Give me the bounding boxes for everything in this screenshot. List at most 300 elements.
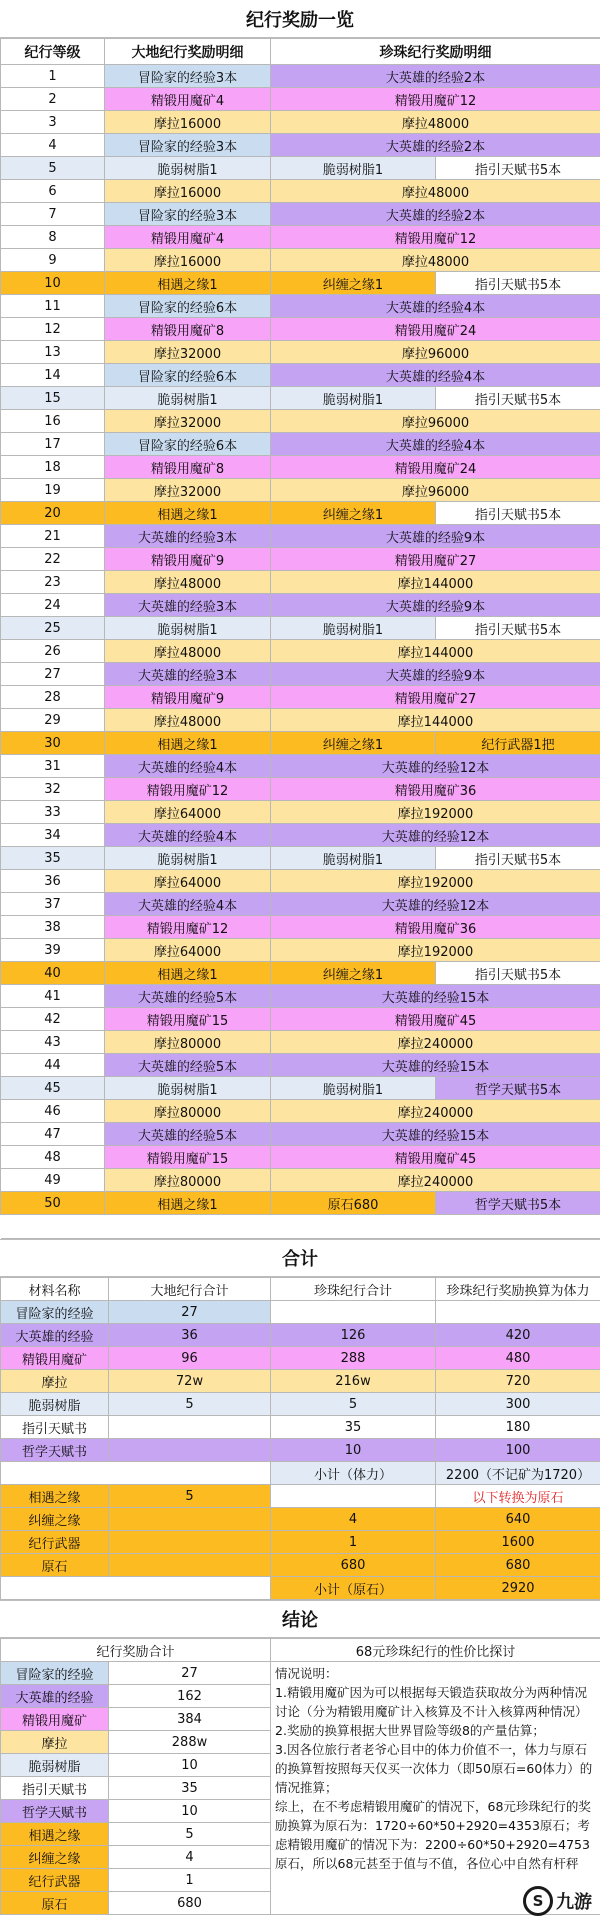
level-cell: 34 [1, 824, 105, 847]
earth-reward-cell: 精锻用魔矿4 [105, 88, 271, 111]
earth-reward-cell: 脆弱树脂1 [105, 387, 271, 410]
level-cell: 19 [1, 479, 105, 502]
reward-row [1, 847, 600, 870]
reward-row [1, 686, 600, 709]
section-title-conclusion: 结论 [0, 1600, 600, 1638]
level-cell: 29 [1, 709, 105, 732]
pearl-extra-reward-cell: 指引天赋书5本 [436, 272, 600, 295]
level-cell: 36 [1, 870, 105, 893]
earth-reward-cell: 冒险家的经验6本 [105, 364, 271, 387]
earth-total-cell [109, 1416, 271, 1439]
pearl-reward-cell: 精锻用魔矿36 [271, 916, 600, 939]
pearl-total-cell: 126 [271, 1324, 436, 1347]
empty-cell [1, 1577, 271, 1600]
pearl-reward-cell: 大英雄的经验9本 [271, 663, 600, 686]
level-cell: 41 [1, 985, 105, 1008]
earth-reward-cell: 大英雄的经验3本 [105, 663, 271, 686]
reward-row [1, 502, 600, 525]
conclusion-body [1, 1639, 600, 1915]
conclusion-name-cell: 哲学天赋书 [1, 1800, 109, 1823]
earth-reward-cell: 冒险家的经验3本 [105, 203, 271, 226]
level-cell: 20 [1, 502, 105, 525]
reward-row [1, 157, 600, 180]
pearl-extra-reward-cell: 指引天赋书5本 [436, 157, 600, 180]
reward-row [1, 1169, 600, 1192]
material-name-cell: 大英雄的经验 [1, 1324, 109, 1347]
pearl-reward-cell: 大英雄的经验2本 [271, 203, 600, 226]
earth-reward-cell: 精锻用魔矿15 [105, 1008, 271, 1031]
header-pearl: 珍珠纪行奖励明细 [271, 39, 600, 65]
level-cell: 8 [1, 226, 105, 249]
material-name-cell: 指引天赋书 [1, 1416, 109, 1439]
earth-reward-cell: 摩拉64000 [105, 939, 271, 962]
stamina-convert-cell: 720 [436, 1370, 600, 1393]
rewards-header-row [1, 39, 600, 65]
pearl-reward-cell: 摩拉192000 [271, 801, 600, 824]
reward-row [1, 203, 600, 226]
note-line: 3.因各位旅行者老爷心目中的体力价值不一，体力与原石的换算暂按照每天仅买一次体力（即50原石=60体力）的情况推算； [275, 1742, 593, 1795]
conclusion-value-cell: 4 [109, 1846, 271, 1869]
level-cell: 48 [1, 1146, 105, 1169]
pearl-total-cell: 1 [271, 1531, 436, 1554]
primogem-convert-cell: 680 [436, 1554, 600, 1577]
pearl-reward-cell: 纠缠之缘1 [271, 732, 436, 755]
blank-row [1, 1215, 600, 1239]
pearl-reward-cell: 纠缠之缘1 [271, 502, 436, 525]
level-cell: 16 [1, 410, 105, 433]
total-header-cell: 材料名称 [1, 1278, 109, 1301]
reward-row [1, 387, 600, 410]
pearl-extra-reward-cell: 指引天赋书5本 [436, 502, 600, 525]
earth-total-cell: 36 [109, 1324, 271, 1347]
pearl-reward-cell: 摩拉192000 [271, 939, 600, 962]
earth-reward-cell: 精锻用魔矿12 [105, 778, 271, 801]
earth-reward-cell: 摩拉64000 [105, 801, 271, 824]
total-row [1, 1347, 600, 1370]
reward-row [1, 1077, 600, 1100]
level-cell: 4 [1, 134, 105, 157]
pearl-reward-cell: 精锻用魔矿36 [271, 778, 600, 801]
level-cell: 2 [1, 88, 105, 111]
pearl-reward-cell: 精锻用魔矿12 [271, 226, 600, 249]
stamina-convert-cell: 420 [436, 1324, 600, 1347]
earth-reward-cell: 冒险家的经验3本 [105, 134, 271, 157]
reward-row [1, 663, 600, 686]
reward-row [1, 755, 600, 778]
pearl-reward-cell: 大英雄的经验15本 [271, 985, 600, 1008]
earth-reward-cell: 摩拉32000 [105, 479, 271, 502]
earth-reward-cell: 脆弱树脂1 [105, 617, 271, 640]
earth-reward-cell: 相遇之缘1 [105, 1192, 271, 1215]
reward-row [1, 1123, 600, 1146]
pearl-reward-cell: 大英雄的经验4本 [271, 364, 600, 387]
earth-reward-cell: 摩拉48000 [105, 640, 271, 663]
pearl-extra-reward-cell: 哲学天赋书5本 [436, 1192, 600, 1215]
reward-row [1, 364, 600, 387]
pearl-reward-cell: 精锻用魔矿45 [271, 1146, 600, 1169]
pearl-reward-cell: 大英雄的经验2本 [271, 65, 600, 88]
subtotal-stamina-value: 2200（不记矿为1720） [436, 1462, 600, 1485]
earth-total-cell: 96 [109, 1347, 271, 1370]
material-name-cell: 相遇之缘 [1, 1485, 109, 1508]
conclusion-name-cell: 指引天赋书 [1, 1777, 109, 1800]
total-row [1, 1416, 600, 1439]
conclusion-table [0, 1638, 600, 1915]
reward-row [1, 893, 600, 916]
site-watermark [523, 1886, 592, 1916]
pearl-reward-cell: 大英雄的经验12本 [271, 824, 600, 847]
material-name-cell: 精锻用魔矿 [1, 1347, 109, 1370]
pearl-extra-reward-cell: 指引天赋书5本 [436, 387, 600, 410]
reward-row [1, 134, 600, 157]
reward-row [1, 226, 600, 249]
reward-row [1, 548, 600, 571]
pearl-reward-cell: 精锻用魔矿24 [271, 456, 600, 479]
pearl-reward-cell: 大英雄的经验4本 [271, 295, 600, 318]
earth-reward-cell: 大英雄的经验3本 [105, 525, 271, 548]
earth-reward-cell: 相遇之缘1 [105, 962, 271, 985]
earth-reward-cell: 精锻用魔矿12 [105, 916, 271, 939]
pearl-extra-reward-cell: 指引天赋书5本 [436, 962, 600, 985]
pearl-reward-cell: 大英雄的经验12本 [271, 893, 600, 916]
pearl-reward-cell: 大英雄的经验9本 [271, 594, 600, 617]
earth-reward-cell: 摩拉80000 [105, 1031, 271, 1054]
notes-cell [271, 1662, 600, 1915]
reward-row [1, 88, 600, 111]
stamina-convert-cell: 180 [436, 1416, 600, 1439]
reward-row [1, 778, 600, 801]
material-name-cell: 原石 [1, 1554, 109, 1577]
earth-reward-cell: 大英雄的经验4本 [105, 893, 271, 916]
earth-reward-cell: 精锻用魔矿9 [105, 686, 271, 709]
pearl-reward-cell: 摩拉240000 [271, 1100, 600, 1123]
reward-row [1, 824, 600, 847]
earth-reward-cell: 摩拉16000 [105, 249, 271, 272]
earth-reward-cell: 冒险家的经验6本 [105, 295, 271, 318]
pearl-reward-cell: 精锻用魔矿24 [271, 318, 600, 341]
conclusion-value-cell: 680 [109, 1892, 271, 1915]
reward-row [1, 295, 600, 318]
reward-row [1, 1008, 600, 1031]
conclusion-name-cell: 原石 [1, 1892, 109, 1915]
material-name-cell: 脆弱树脂 [1, 1393, 109, 1416]
section-title-rewards: 纪行奖励一览 [0, 0, 600, 38]
pearl-reward-cell: 大英雄的经验12本 [271, 755, 600, 778]
pearl-reward-cell: 脆弱树脂1 [271, 1077, 436, 1100]
level-cell: 31 [1, 755, 105, 778]
pearl-reward-cell: 大英雄的经验4本 [271, 433, 600, 456]
pearl-total-cell: 4 [271, 1508, 436, 1531]
earth-reward-cell: 大英雄的经验5本 [105, 1123, 271, 1146]
level-cell: 27 [1, 663, 105, 686]
earth-reward-cell: 摩拉80000 [105, 1100, 271, 1123]
reward-row [1, 525, 600, 548]
reward-row [1, 180, 600, 203]
note-line: 2.奖励的换算根据大世界冒险等级8的产量估算； [275, 1723, 545, 1738]
pearl-reward-cell: 大英雄的经验2本 [271, 134, 600, 157]
reward-row [1, 709, 600, 732]
subtotal-primogem-label: 小计（原石） [271, 1577, 436, 1600]
pearl-total-cell: 680 [271, 1554, 436, 1577]
level-cell: 24 [1, 594, 105, 617]
pearl-reward-cell: 脆弱树脂1 [271, 157, 436, 180]
total-header-cell: 珍珠纪行合计 [271, 1278, 436, 1301]
earth-reward-cell: 摩拉32000 [105, 410, 271, 433]
level-cell: 23 [1, 571, 105, 594]
pearl-reward-cell: 纠缠之缘1 [271, 962, 436, 985]
reward-row [1, 801, 600, 824]
level-cell: 30 [1, 732, 105, 755]
conclusion-name-cell: 冒险家的经验 [1, 1662, 109, 1685]
reward-row [1, 1146, 600, 1169]
level-cell: 28 [1, 686, 105, 709]
pearl-total-cell: 35 [271, 1416, 436, 1439]
reward-row [1, 318, 600, 341]
material-name-cell: 哲学天赋书 [1, 1439, 109, 1462]
primogem-convert-cell: 1600 [436, 1531, 600, 1554]
conclusion-header-left: 纪行奖励合计 [1, 1639, 271, 1662]
earth-reward-cell: 摩拉64000 [105, 870, 271, 893]
total-row [1, 1324, 600, 1347]
level-cell: 12 [1, 318, 105, 341]
pearl-reward-cell: 摩拉48000 [271, 249, 600, 272]
conclusion-value-cell: 10 [109, 1800, 271, 1823]
level-cell: 38 [1, 916, 105, 939]
pearl-reward-cell: 原石680 [271, 1192, 436, 1215]
level-cell: 37 [1, 893, 105, 916]
pearl-total-cell: 288 [271, 1347, 436, 1370]
pearl-reward-cell: 精锻用魔矿27 [271, 686, 600, 709]
reward-row [1, 985, 600, 1008]
earth-reward-cell: 大英雄的经验4本 [105, 824, 271, 847]
earth-total-cell [109, 1531, 271, 1554]
pearl-reward-cell: 精锻用魔矿12 [271, 88, 600, 111]
pearl-total-cell [271, 1301, 436, 1324]
earth-total-cell: 27 [109, 1301, 271, 1324]
reward-row [1, 870, 600, 893]
level-cell: 40 [1, 962, 105, 985]
earth-reward-cell: 相遇之缘1 [105, 272, 271, 295]
conclusion-name-cell: 脆弱树脂 [1, 1754, 109, 1777]
material-name-cell: 摩拉 [1, 1370, 109, 1393]
pearl-reward-cell: 大英雄的经验15本 [271, 1123, 600, 1146]
earth-reward-cell: 摩拉16000 [105, 180, 271, 203]
earth-reward-cell: 大英雄的经验4本 [105, 755, 271, 778]
stamina-convert-cell: 100 [436, 1439, 600, 1462]
earth-reward-cell: 大英雄的经验5本 [105, 1054, 271, 1077]
earth-reward-cell: 精锻用魔矿8 [105, 456, 271, 479]
watermark-text: 九游 [556, 1892, 592, 1913]
pearl-reward-cell: 摩拉96000 [271, 479, 600, 502]
reward-row [1, 1031, 600, 1054]
level-cell: 42 [1, 1008, 105, 1031]
conclusion-name-cell: 相遇之缘 [1, 1823, 109, 1846]
earth-reward-cell: 摩拉16000 [105, 111, 271, 134]
level-cell: 49 [1, 1169, 105, 1192]
level-cell: 26 [1, 640, 105, 663]
conclusion-value-cell: 162 [109, 1685, 271, 1708]
reward-row [1, 962, 600, 985]
level-cell: 9 [1, 249, 105, 272]
level-cell: 21 [1, 525, 105, 548]
conclusion-value-cell: 27 [109, 1662, 271, 1685]
pearl-total-cell: 216w [271, 1370, 436, 1393]
reward-row [1, 433, 600, 456]
earth-reward-cell: 冒险家的经验6本 [105, 433, 271, 456]
level-cell: 5 [1, 157, 105, 180]
stamina-convert-cell: 480 [436, 1347, 600, 1370]
pearl-total-cell: 10 [271, 1439, 436, 1462]
pearl-reward-cell: 摩拉144000 [271, 571, 600, 594]
note-line: 综上，在不考虑精锻用魔矿的情况下，68元珍珠纪行的奖励换算为原石为：1720÷60*50+2920=4353原石；考虑精锻用魔矿的情况下为：2200÷60*50+2920=4753原石，所以68元甚至于值与不值，各位心中自然有杆秤 [275, 1799, 591, 1871]
pearl-reward-cell: 摩拉144000 [271, 709, 600, 732]
pearl-reward-cell: 摩拉144000 [271, 640, 600, 663]
level-cell: 33 [1, 801, 105, 824]
reward-row [1, 594, 600, 617]
conclusion-header-right: 68元珍珠纪行的性价比探讨 [271, 1639, 600, 1662]
level-cell: 50 [1, 1192, 105, 1215]
pearl-reward-cell: 大英雄的经验15本 [271, 1054, 600, 1077]
level-cell: 11 [1, 295, 105, 318]
level-cell: 22 [1, 548, 105, 571]
level-cell: 47 [1, 1123, 105, 1146]
level-cell: 43 [1, 1031, 105, 1054]
pearl-extra-reward-cell: 纪行武器1把 [436, 732, 600, 755]
pearl-reward-cell: 脆弱树脂1 [271, 847, 436, 870]
material-name-cell: 纠缠之缘 [1, 1508, 109, 1531]
earth-reward-cell: 冒险家的经验3本 [105, 65, 271, 88]
pearl-total-cell [271, 1485, 436, 1508]
stamina-convert-cell [436, 1301, 600, 1324]
earth-total-cell [109, 1554, 271, 1577]
earth-reward-cell: 相遇之缘1 [105, 502, 271, 525]
total-row [1, 1393, 600, 1416]
pearl-reward-cell: 摩拉96000 [271, 341, 600, 364]
level-cell: 32 [1, 778, 105, 801]
reward-row [1, 640, 600, 663]
earth-reward-cell: 脆弱树脂1 [105, 1077, 271, 1100]
rewards-table [0, 38, 600, 1239]
note-line: 情况说明： [275, 1666, 338, 1681]
conclusion-header-row [1, 1639, 600, 1662]
pearl-reward-cell: 摩拉96000 [271, 410, 600, 433]
conclusion-name-cell: 摩拉 [1, 1731, 109, 1754]
stamina-convert-cell: 300 [436, 1393, 600, 1416]
level-cell: 39 [1, 939, 105, 962]
conclusion-value-cell: 35 [109, 1777, 271, 1800]
earth-total-cell: 72w [109, 1370, 271, 1393]
earth-reward-cell: 精锻用魔矿4 [105, 226, 271, 249]
pearl-reward-cell: 摩拉240000 [271, 1031, 600, 1054]
pearl-extra-reward-cell: 指引天赋书5本 [436, 847, 600, 870]
level-cell: 15 [1, 387, 105, 410]
reward-row [1, 249, 600, 272]
subtotal-stamina-label: 小计（体力） [271, 1462, 436, 1485]
level-cell: 45 [1, 1077, 105, 1100]
material-name-cell: 纪行武器 [1, 1531, 109, 1554]
conclusion-name-cell: 纠缠之缘 [1, 1846, 109, 1869]
pearl-reward-cell: 摩拉192000 [271, 870, 600, 893]
conclusion-value-cell: 288w [109, 1731, 271, 1754]
reward-row [1, 1100, 600, 1123]
reward-row [1, 65, 600, 88]
reward-row [1, 272, 600, 295]
level-cell: 44 [1, 1054, 105, 1077]
pearl-reward-cell: 精锻用魔矿27 [271, 548, 600, 571]
level-cell: 18 [1, 456, 105, 479]
earth-reward-cell: 精锻用魔矿9 [105, 548, 271, 571]
reward-row [1, 479, 600, 502]
total-row [1, 1301, 600, 1324]
reward-row [1, 916, 600, 939]
earth-reward-cell: 大英雄的经验5本 [105, 985, 271, 1008]
earth-reward-cell: 脆弱树脂1 [105, 847, 271, 870]
pearl-extra-reward-cell: 指引天赋书5本 [436, 617, 600, 640]
total-header-cell: 大地纪行合计 [109, 1278, 271, 1301]
earth-reward-cell: 摩拉80000 [105, 1169, 271, 1192]
reward-row [1, 939, 600, 962]
level-cell: 14 [1, 364, 105, 387]
gem-row [1, 1531, 600, 1554]
header-level: 纪行等级 [1, 39, 105, 65]
reward-row [1, 1192, 600, 1215]
reward-row [1, 617, 600, 640]
pearl-reward-cell: 摩拉48000 [271, 111, 600, 134]
total-row [1, 1439, 600, 1462]
conclusion-value-cell: 5 [109, 1823, 271, 1846]
level-cell: 7 [1, 203, 105, 226]
jiuyou-logo-icon: S [523, 1886, 553, 1916]
earth-total-cell: 5 [109, 1485, 271, 1508]
primogem-convert-cell: 以下转换为原石 [436, 1485, 600, 1508]
pearl-reward-cell: 精锻用魔矿45 [271, 1008, 600, 1031]
level-cell: 13 [1, 341, 105, 364]
total-header-row [1, 1278, 600, 1301]
conclusion-value-cell: 384 [109, 1708, 271, 1731]
blank-cell [1, 1215, 600, 1239]
total-header-cell: 珍珠纪行奖励换算为体力 [436, 1278, 600, 1301]
reward-row [1, 111, 600, 134]
pearl-reward-cell: 大英雄的经验9本 [271, 525, 600, 548]
gem-row [1, 1485, 600, 1508]
empty-cell [1, 1462, 271, 1485]
note-line: 1.精锻用魔矿因为可以根据每天锻造获取故分为两种情况讨论（分为精锻用魔矿计入核算及不计入核算两种情况） [275, 1685, 588, 1719]
gem-row [1, 1554, 600, 1577]
level-cell: 10 [1, 272, 105, 295]
level-cell: 46 [1, 1100, 105, 1123]
earth-reward-cell: 精锻用魔矿8 [105, 318, 271, 341]
earth-total-cell: 5 [109, 1393, 271, 1416]
earth-total-cell [109, 1439, 271, 1462]
level-cell: 1 [1, 65, 105, 88]
conclusion-name-cell: 精锻用魔矿 [1, 1708, 109, 1731]
material-name-cell: 冒险家的经验 [1, 1301, 109, 1324]
conclusion-name-cell: 纪行武器 [1, 1869, 109, 1892]
pearl-reward-cell: 摩拉48000 [271, 180, 600, 203]
reward-row [1, 732, 600, 755]
total-body [1, 1278, 600, 1600]
earth-reward-cell: 摩拉48000 [105, 709, 271, 732]
total-row [1, 1370, 600, 1393]
earth-reward-cell: 精锻用魔矿15 [105, 1146, 271, 1169]
earth-reward-cell: 相遇之缘1 [105, 732, 271, 755]
subtotal-primogem-row [1, 1577, 600, 1600]
level-cell: 6 [1, 180, 105, 203]
header-earth: 大地纪行奖励明细 [105, 39, 271, 65]
rewards-body [1, 65, 600, 1215]
total-table [0, 1277, 600, 1600]
conclusion-name-cell: 大英雄的经验 [1, 1685, 109, 1708]
